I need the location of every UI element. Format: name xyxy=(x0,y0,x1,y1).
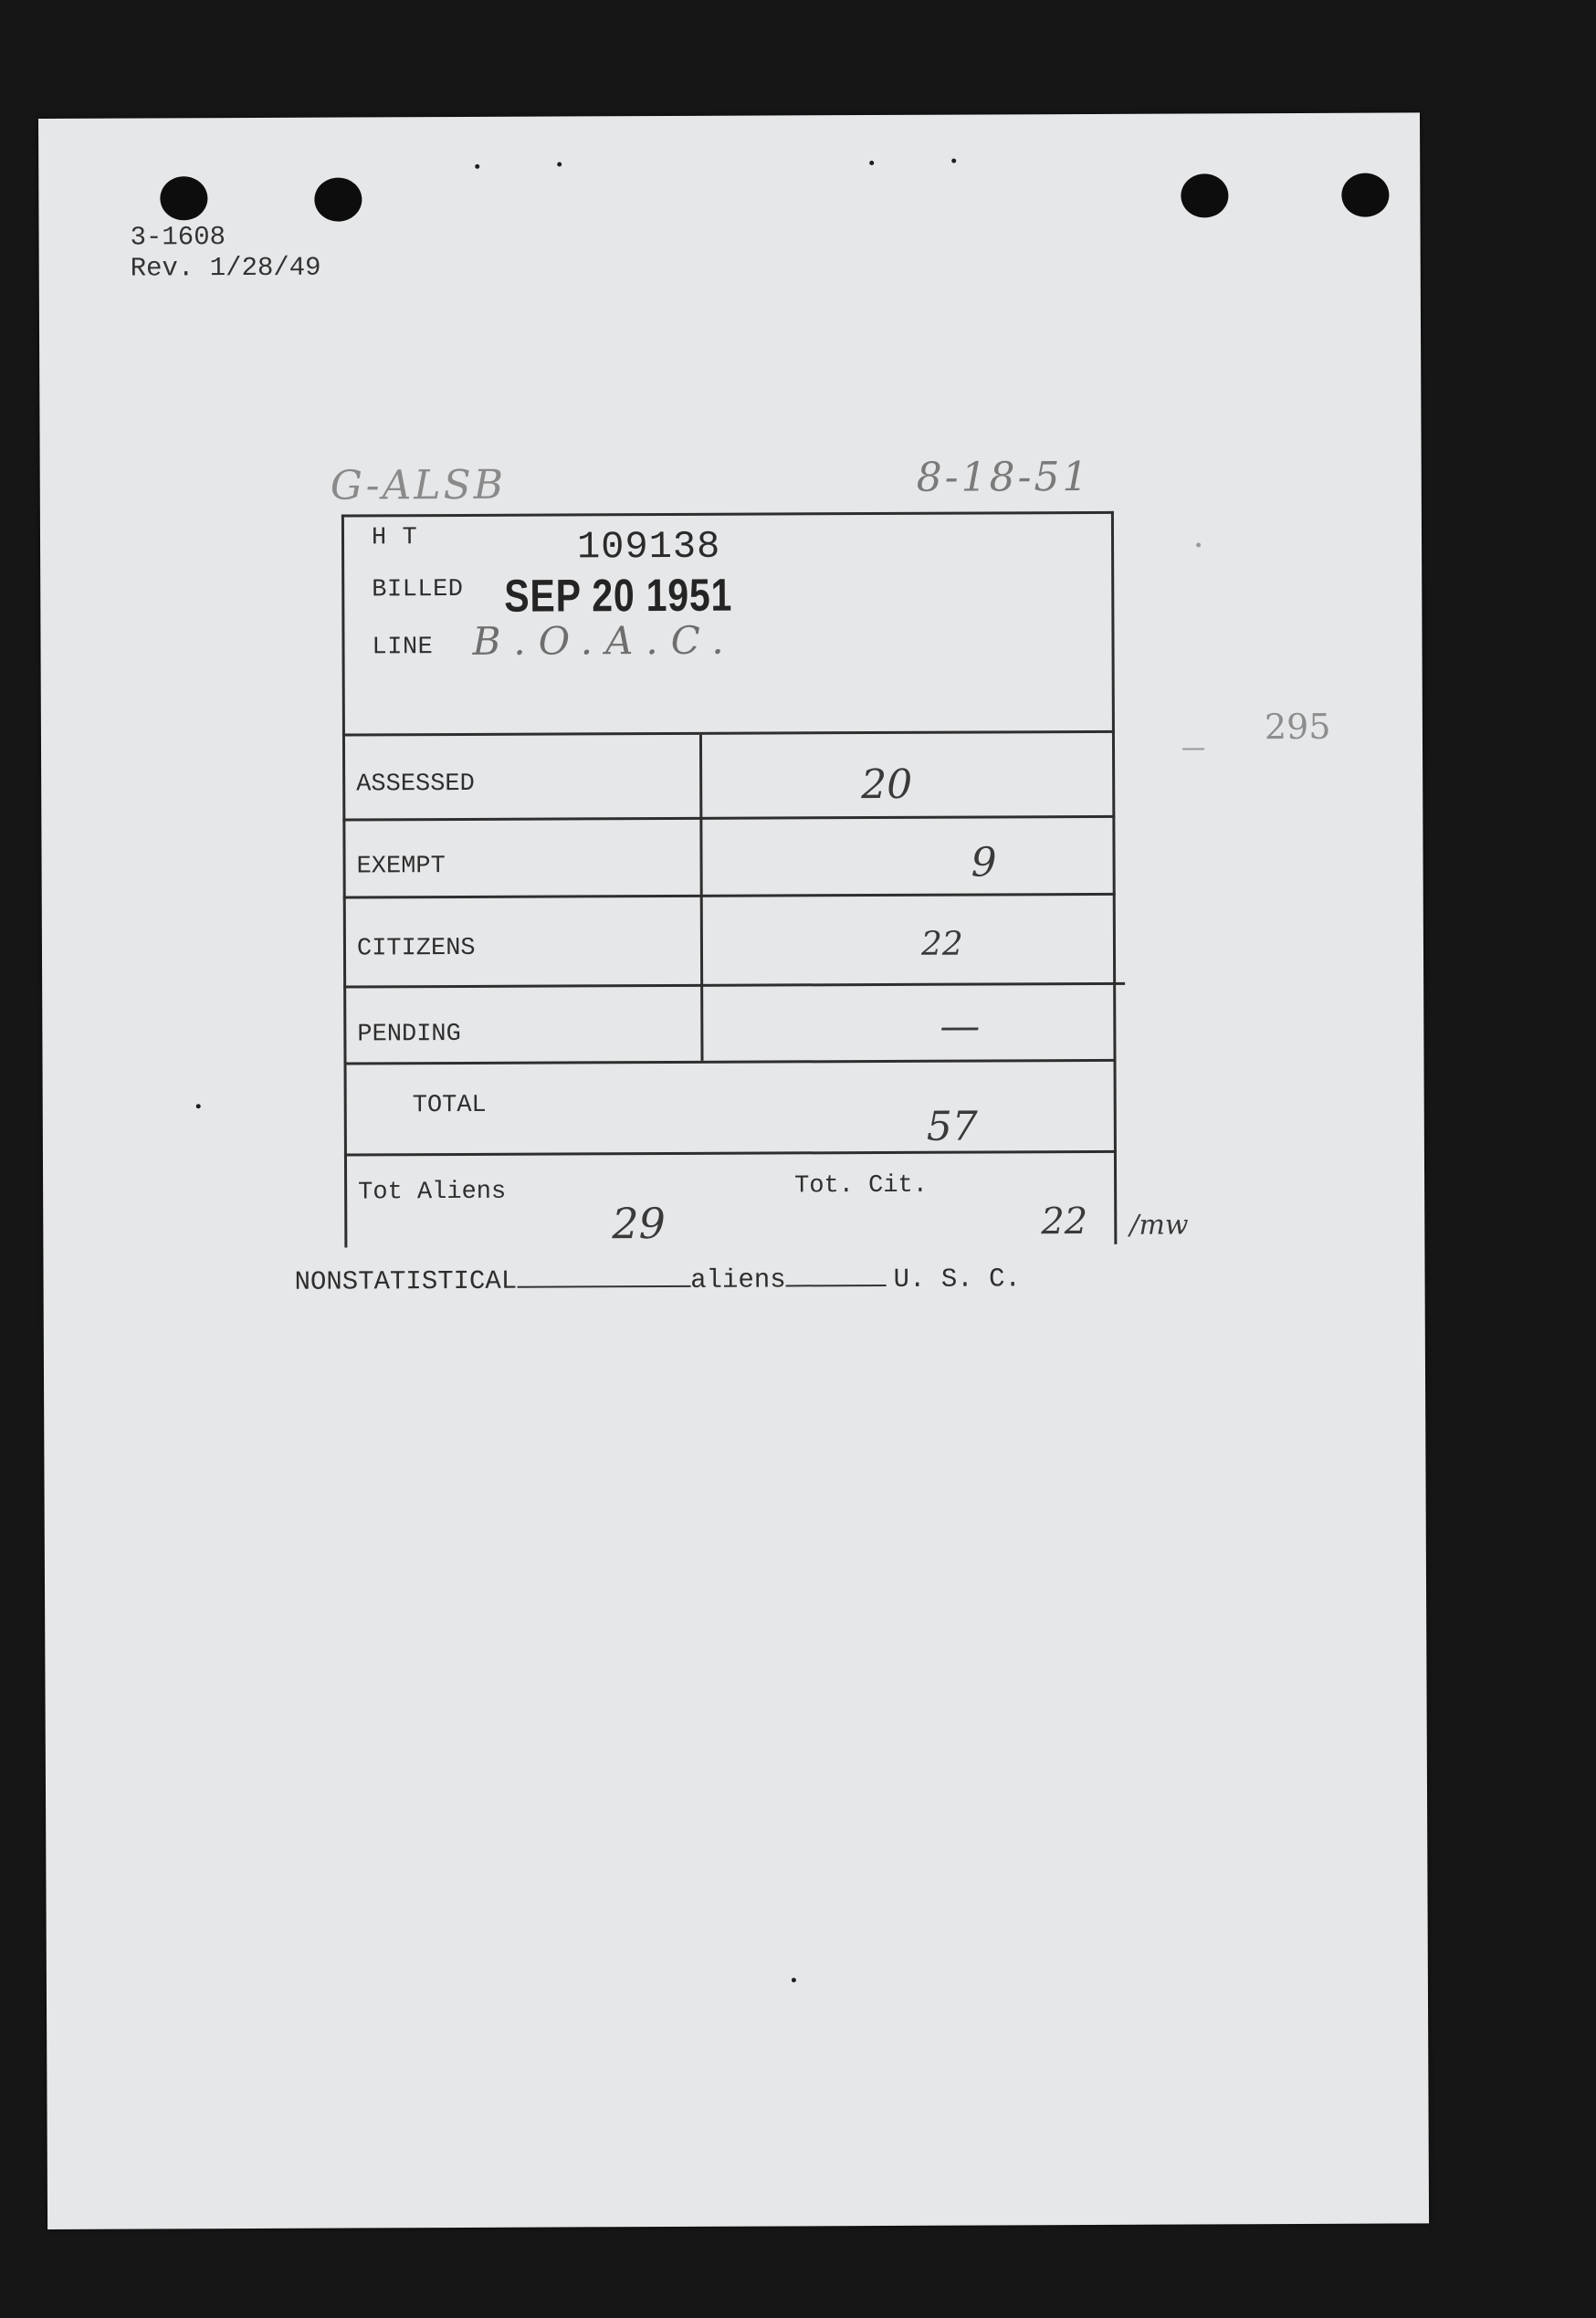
usc-label: U. S. C. xyxy=(893,1264,1021,1295)
punch-hole xyxy=(160,176,207,220)
row-value-exempt: 9 xyxy=(971,839,997,886)
ht-label: H T xyxy=(371,524,418,552)
tot-citizens-value: 22 xyxy=(1041,1200,1088,1243)
billed-label: BILLED xyxy=(372,575,464,604)
row-label-citizens: CITIZENS xyxy=(356,934,476,963)
aliens-blank xyxy=(517,1262,690,1288)
tot-aliens-value: 29 xyxy=(612,1199,666,1249)
total-value: 57 xyxy=(926,1103,978,1150)
divider xyxy=(344,1150,1117,1157)
row-value-citizens: 22 xyxy=(920,925,963,963)
page-mark xyxy=(1182,748,1204,750)
aircraft-registration: G-ALSB xyxy=(330,461,507,509)
row-value-assessed: 20 xyxy=(861,760,913,809)
speck xyxy=(792,1977,796,1982)
divider xyxy=(343,893,1116,899)
punch-hole xyxy=(314,177,362,221)
speck xyxy=(475,164,479,169)
total-label: TOTAL xyxy=(412,1091,487,1120)
punch-hole xyxy=(1341,173,1389,217)
form-id: 3-1608 xyxy=(130,222,226,253)
tot-aliens-label: Tot Aliens xyxy=(358,1178,507,1207)
divider xyxy=(344,1059,1117,1065)
row-label-assessed: ASSESSED xyxy=(356,770,475,799)
aliens-label: aliens xyxy=(690,1264,786,1295)
document-page xyxy=(38,112,1429,2229)
billed-date-stamp: SEP 20 1951 xyxy=(504,569,733,622)
form-revision: Rev. 1/28/49 xyxy=(130,252,321,284)
divider xyxy=(342,815,1115,822)
ht-number: 109138 xyxy=(576,524,721,570)
row-label-pending: PENDING xyxy=(357,1020,461,1049)
usc-blank xyxy=(786,1261,887,1286)
speck xyxy=(196,1104,201,1108)
tot-citizens-label: Tot. Cit. xyxy=(794,1171,929,1201)
divider xyxy=(343,982,1125,989)
handwritten-date: 8-18-51 xyxy=(916,453,1091,501)
speck xyxy=(951,159,956,163)
page-number: 295 xyxy=(1264,706,1331,748)
divider xyxy=(342,730,1115,737)
nonstatistical-label: NONSTATISTICAL xyxy=(294,1265,518,1297)
clerk-initials: /mw xyxy=(1129,1209,1189,1242)
form-table xyxy=(341,511,1117,1248)
column-divider xyxy=(699,735,704,1061)
nonstatistical-line xyxy=(294,1260,1020,1296)
form-number xyxy=(130,222,320,285)
line-value: B.O.A.C. xyxy=(472,617,737,664)
speck xyxy=(869,161,874,165)
line-label: LINE xyxy=(372,634,434,662)
row-label-exempt: EXEMPT xyxy=(356,853,446,881)
speck xyxy=(1196,542,1201,547)
speck xyxy=(557,162,562,166)
punch-hole xyxy=(1181,173,1228,217)
row-value-pending: — xyxy=(940,1002,981,1050)
